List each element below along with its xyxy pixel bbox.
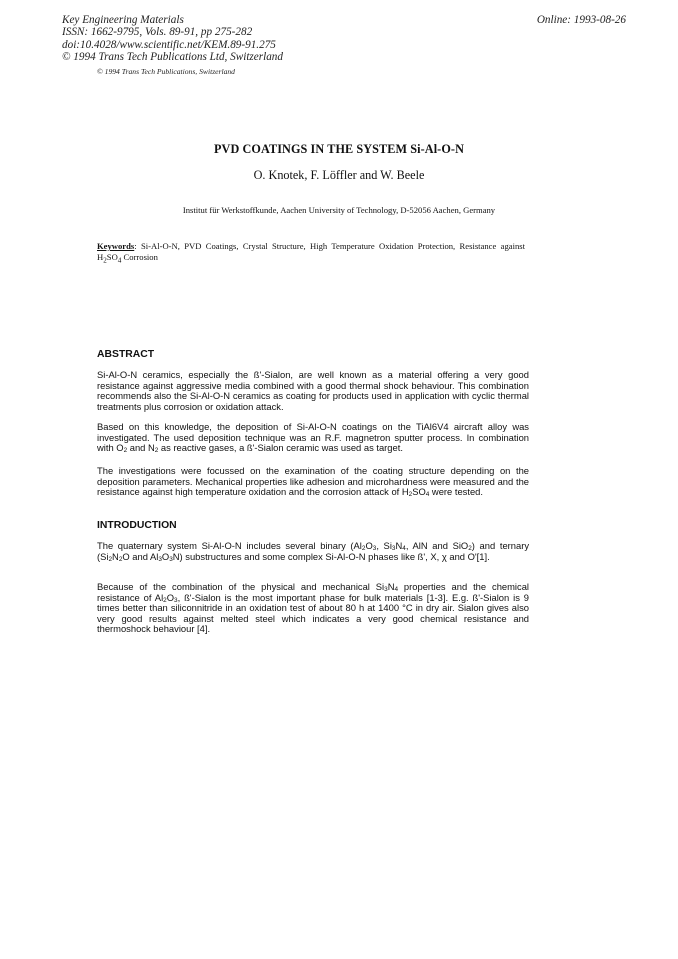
keywords-sub: 2	[103, 257, 107, 266]
text-run: were tested.	[429, 486, 483, 498]
text-run: The investigations were focussed on the examination of the coating structure depending on the deposition parameters. Mechanical properties like adhesion and microhardness were measured and the resistance against high temperature oxidation and the corrosion attack of H	[97, 465, 529, 498]
paper-affiliation: Institut für Werkstoffkunde, Aachen University of Technology, D-52056 Aachen, Germany	[182, 205, 496, 215]
subscript: 4	[394, 586, 399, 593]
subscript: 3	[391, 545, 396, 552]
text-run: , Si	[376, 540, 392, 551]
subscript: 3	[384, 586, 388, 593]
text-run: Based on this knowledge, the deposition of Si-Al-O-N coatings on the TiAl6V4 aircraft alloy was investigated. The used deposition technique was an R.F. magnetron sputter process. In combination with O	[97, 421, 529, 454]
text-run: N	[112, 550, 119, 562]
text-run: N	[387, 581, 395, 592]
text-run: N	[395, 540, 403, 551]
text-run: properties and the chemical resistance of Al	[97, 581, 529, 603]
keywords-text: Corrosion	[121, 252, 158, 263]
subscript: 2	[118, 555, 123, 563]
subscript: 3	[174, 596, 178, 604]
text-run: ) and ternary (Si	[97, 540, 530, 562]
abstract-paragraph-3	[97, 466, 529, 498]
subscript: 2	[361, 545, 366, 552]
abstract-paragraph-2	[97, 422, 529, 454]
journal-name: Key Engineering Materials	[62, 14, 184, 26]
text-run: O	[166, 591, 175, 603]
copyright-line: © 1994 Trans Tech Publications Ltd, Switzerland	[62, 50, 283, 63]
keywords-text: : Si-Al-O-N, PVD Coatings, Crystal Structure, High Temperature Oxidation Protection, Resistance against H	[97, 241, 525, 263]
text-run: SO	[412, 486, 426, 498]
subscript: 2	[108, 555, 113, 563]
introduction-paragraph-2	[97, 582, 529, 635]
subscript: 2	[163, 596, 167, 604]
subscript: 2	[154, 447, 159, 455]
introduction-paragraph-1	[97, 541, 529, 562]
keywords-sub: 4	[117, 257, 122, 266]
abstract-paragraph-1: Si-Al-O-N ceramics, especially the ß'-Sialon, are well known as a material offering a very good resistance against aggressive media combined with a good thermal shock behaviour. This combination recommends also the Si-Al-O-N ceramics as coating for products used in application with cyclic thermal treatments plus corrosion or oxidation attack.	[97, 369, 529, 412]
text-run: O and Al	[122, 550, 159, 562]
paper-authors: O. Knotek, F. Löffler and W. Beele	[253, 168, 425, 182]
text-run: and N	[127, 442, 155, 454]
text-run: Because of the combination of the physical and mechanical Si	[97, 581, 385, 592]
subscript: 4	[402, 545, 406, 552]
subscript: 2	[123, 447, 128, 455]
text-run: , AlN and SiO	[405, 540, 469, 551]
text-run: O	[161, 550, 170, 562]
paper-title: PVD COATINGS IN THE SYSTEM Si-Al-O-N	[214, 142, 464, 156]
keywords-block	[97, 241, 525, 268]
journal-header	[62, 14, 283, 63]
subscript: 4	[425, 491, 430, 499]
text-run: O	[365, 540, 373, 551]
text-run: The quaternary system Si-Al-O-N includes several binary (Al	[97, 540, 362, 551]
text-run: , ß'-Sialon is the most important phase for bulk materials [1-3]. E.g. ß'-Sialon is 9 times better than siliconnitride in an oxidation test of about 80 h at 1400 °C in dry air. Sialon gives also very good results against melted steel which indicates a very good chemical resistance and thermoshock behaviour [4].	[97, 591, 530, 635]
online-date: Online: 1993-08-26	[536, 14, 626, 26]
keywords-label: Keywords	[97, 241, 135, 251]
text-run: as reactive gases, a ß'-Sialon ceramic was used as target.	[158, 442, 403, 454]
doi-line: doi:10.4028/www.scientific.net/KEM.89-91.275	[62, 38, 276, 51]
subscript: 2	[408, 491, 413, 499]
keywords-text: SO	[106, 252, 118, 263]
subscript: 2	[468, 545, 472, 552]
introduction-heading: INTRODUCTION	[97, 520, 177, 531]
text-run: N) substructures and some complex Si-Al-O-N phases like ß', X, χ and O'[1].	[172, 550, 490, 562]
abstract-heading: ABSTRACT	[97, 349, 155, 360]
subscript: 3	[169, 555, 173, 563]
publisher-line: © 1994 Trans Tech Publications, Switzerland	[97, 67, 235, 76]
subscript: 3	[372, 545, 377, 552]
issn-line: ISSN: 1662-9795, Vols. 89-91, pp 275-282	[62, 26, 253, 39]
subscript: 3	[158, 555, 162, 563]
